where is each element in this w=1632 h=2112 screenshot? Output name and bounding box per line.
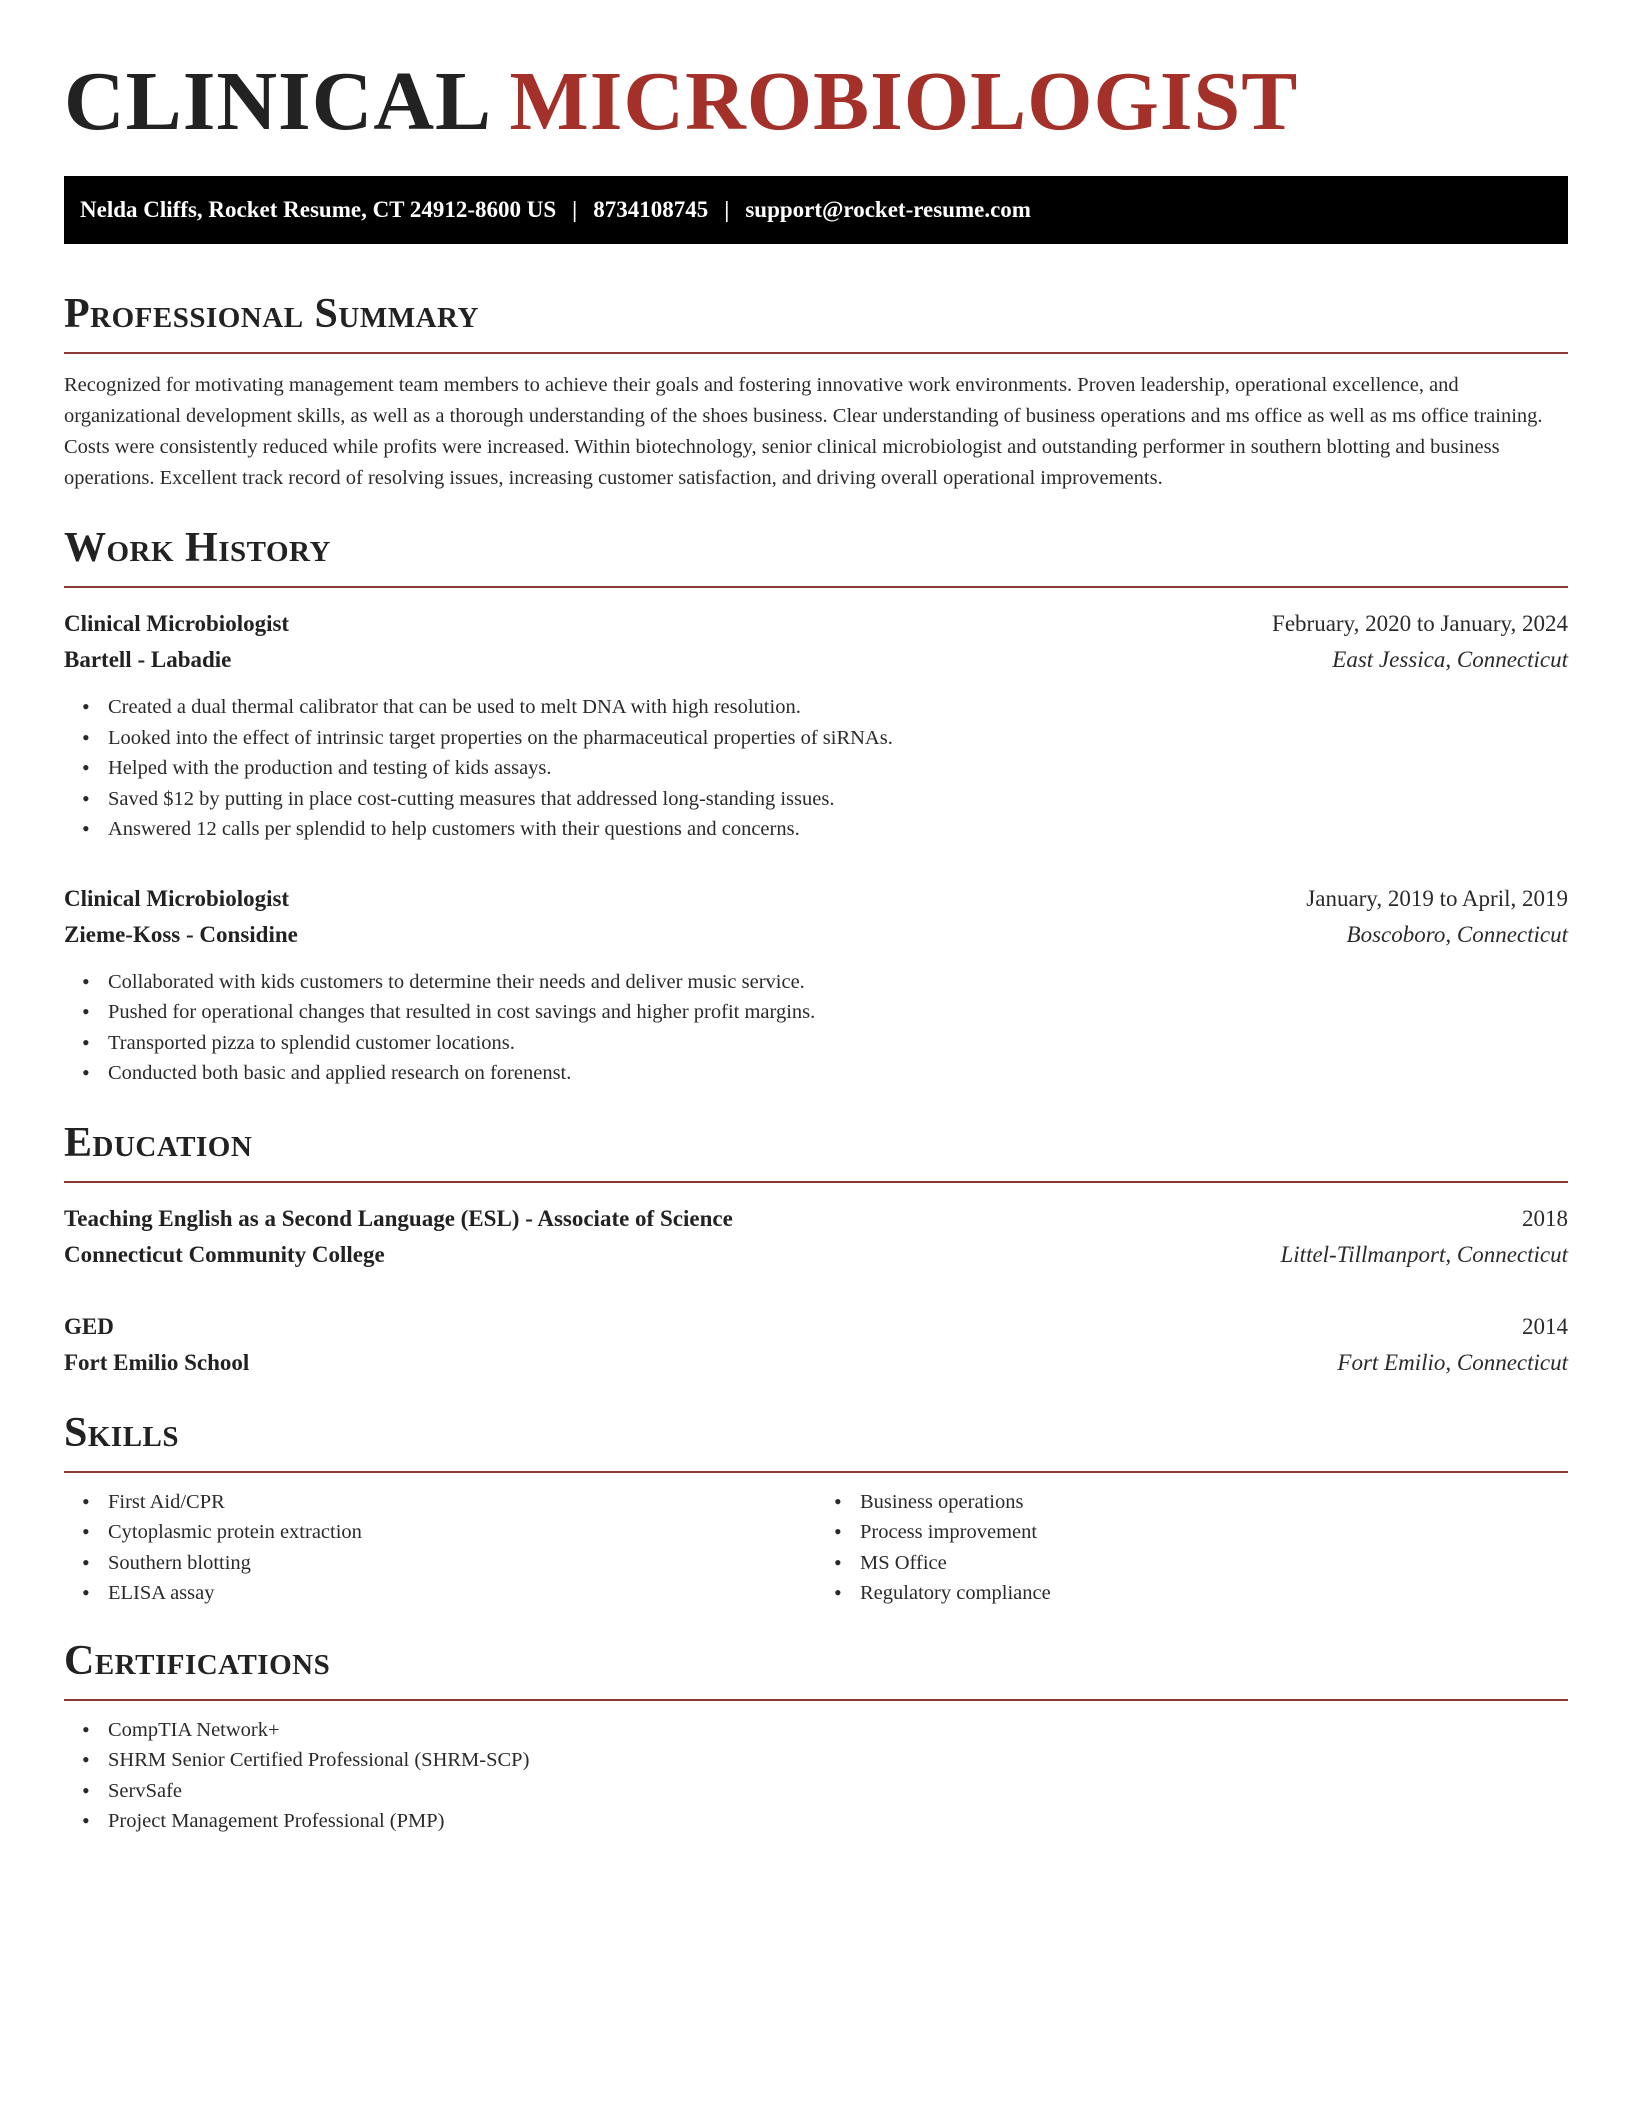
education-degree: Teaching English as a Second Language (ESL) - Associate of Science: [64, 1205, 733, 1231]
job-company-row: [64, 642, 1568, 678]
job-dates: February, 2020 to January, 2024: [1272, 611, 1568, 636]
section-heading-skills: Skills: [64, 1409, 180, 1456]
education-degree: GED: [64, 1313, 114, 1339]
job-bullet: • Saved $12 by putting in place cost-cutting measures that addressed long-standing issues.: [108, 784, 1568, 815]
education-school-row: [64, 1345, 1568, 1381]
job-bullet-list: [64, 692, 1568, 845]
section-divider: [64, 1181, 1568, 1183]
education-location: Littel-Tillmanport, Connecticut: [1280, 1241, 1568, 1267]
job-header-row: [64, 606, 1568, 642]
contact-separator: |: [572, 197, 578, 222]
contact-address: Nelda Cliffs, Rocket Resume, CT 24912-8600 US: [80, 197, 557, 222]
education-header-row: [64, 1201, 1568, 1237]
skill-item: • Process improvement: [860, 1517, 1568, 1548]
job-title: Clinical Microbiologist: [64, 611, 290, 636]
job-bullet: • Pushed for operational changes that resulted in cost savings and higher profit margins.: [108, 997, 1568, 1028]
certification-item: • SHRM Senior Certified Professional (SHRM-SCP): [108, 1745, 1568, 1776]
education-section: [64, 1117, 1568, 1381]
skill-item: • Regulatory compliance: [860, 1578, 1568, 1609]
section-divider: [64, 352, 1568, 354]
job-location: Boscoboro, Connecticut: [1346, 921, 1568, 947]
title-first-word: CLINICAL: [64, 55, 488, 148]
skills-grid: [64, 1487, 1568, 1609]
job-bullet: • Looked into the effect of intrinsic target properties on the pharmaceutical properties of siRNAs.: [108, 723, 1568, 754]
job-bullet: • Collaborated with kids customers to determine their needs and deliver music service.: [108, 967, 1568, 998]
job-company: Bartell - Labadie: [64, 647, 232, 672]
contact-email: support@rocket-resume.com: [745, 197, 1031, 222]
job-entry: [64, 606, 1568, 845]
education-school: Fort Emilio School: [64, 1349, 250, 1375]
certifications-section: [64, 1635, 1568, 1837]
job-company-row: [64, 917, 1568, 953]
summary-text: Recognized for motivating management team members to achieve their goals and fostering innovative work environments. Proven leadership, operational excellence, and organizational development skills, as well as a thorough understanding of the shoes business. Clear understanding of business operations and ms office as well as ms office training. Costs were consistently reduced while profits were increased. Within biotechnology, senior clinical microbiologist and outstanding performer in southern blotting and business operations. Excellent track record of resolving issues, increasing customer satisfaction, and driving overall operational improvements.: [64, 374, 1543, 489]
section-divider: [64, 1471, 1568, 1473]
job-bullet: • Answered 12 calls per splendid to help customers with their questions and concerns.: [108, 814, 1568, 845]
work-history-section: [64, 522, 1568, 1089]
title-last-word: MICROBIOLOGIST: [509, 55, 1299, 148]
skill-item: • Cytoplasmic protein extraction: [108, 1517, 816, 1548]
education-school-row: [64, 1237, 1568, 1273]
certification-item: • Project Management Professional (PMP): [108, 1806, 1568, 1837]
education-year: 2018: [1522, 1205, 1568, 1231]
skill-item: • Southern blotting: [108, 1548, 816, 1579]
section-heading-certifications: Certifications: [64, 1637, 331, 1684]
resume-page: [64, 52, 1568, 1837]
section-heading-education: Education: [64, 1119, 253, 1166]
contact-bar: [64, 176, 1568, 244]
section-heading-work-history: Work History: [64, 525, 331, 571]
skill-item: • MS Office: [860, 1548, 1568, 1579]
job-bullet: • Conducted both basic and applied research on forenenst.: [108, 1058, 1568, 1089]
job-entry: [64, 881, 1568, 1089]
education-entry: [64, 1201, 1568, 1273]
education-entry: [64, 1309, 1568, 1381]
certifications-list: [64, 1715, 1568, 1837]
contact-separator: |: [724, 197, 730, 222]
summary-section: [64, 288, 1568, 494]
job-bullet: • Created a dual thermal calibrator that can be used to melt DNA with high resolution.: [108, 692, 1568, 723]
education-school: Connecticut Community College: [64, 1241, 385, 1267]
skill-item: • ELISA assay: [108, 1578, 816, 1609]
job-header-row: [64, 881, 1568, 917]
contact-phone: 8734108745: [593, 197, 709, 222]
certification-item: • CompTIA Network+: [108, 1715, 1568, 1746]
section-divider: [64, 1699, 1568, 1701]
job-bullet: • Helped with the production and testing of kids assays.: [108, 753, 1568, 784]
skills-section: [64, 1407, 1568, 1609]
education-header-row: [64, 1309, 1568, 1345]
skills-list-left: [64, 1487, 816, 1609]
section-heading-summary: Professional Summary: [64, 291, 479, 337]
job-title: Clinical Microbiologist: [64, 885, 290, 911]
resume-title: [64, 52, 1568, 152]
job-bullet: • Transported pizza to splendid customer locations.: [108, 1028, 1568, 1059]
skill-item: • Business operations: [860, 1487, 1568, 1518]
job-location: East Jessica, Connecticut: [1332, 647, 1568, 672]
section-divider: [64, 586, 1568, 588]
skills-list-right: [816, 1487, 1568, 1609]
skill-item: • First Aid/CPR: [108, 1487, 816, 1518]
education-location: Fort Emilio, Connecticut: [1337, 1349, 1568, 1375]
job-dates: January, 2019 to April, 2019: [1306, 885, 1568, 911]
certification-item: • ServSafe: [108, 1776, 1568, 1807]
education-year: 2014: [1522, 1313, 1568, 1339]
job-company: Zieme-Koss - Considine: [64, 921, 298, 947]
job-bullet-list: [64, 967, 1568, 1089]
